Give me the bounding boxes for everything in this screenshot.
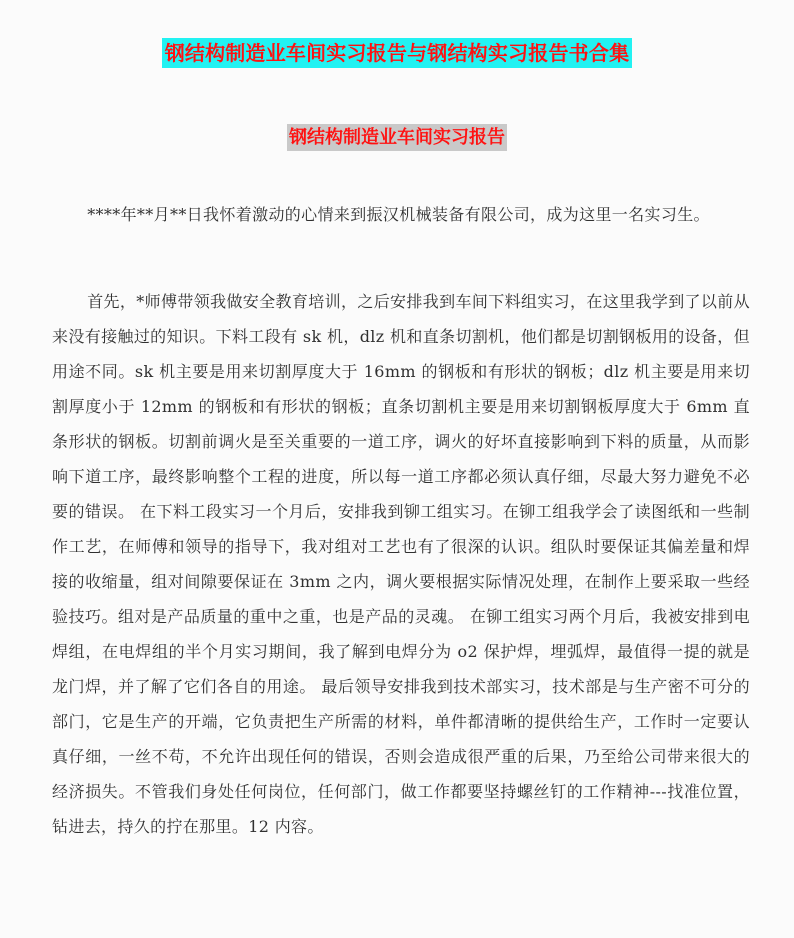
subtitle: 钢结构制造业车间实习报告 xyxy=(287,124,507,151)
subtitle-container xyxy=(0,124,794,151)
paragraph-intro: ****年**月**日我怀着激动的心情来到振汉机械装备有限公司，成为这里一名实习生。 xyxy=(87,205,710,224)
paragraph-body: 首先，*师傅带领我做安全教育培训，之后安排我到车间下料组实习，在这里我学到了以前从来没有接触过的知识。下料工段有 sk 机，dlz 机和直条切割机，他们都是切割钢板用的设备，但用途不同。sk 机主要是用来切割厚度大于 16mm 的钢板和有形状的钢板；dlz 机主要是用来切割厚度小于 12mm 的钢板和有形状的钢板；直条切割机主要是用来切割钢板厚度大于 6mm 直条形状的钢板。切割前调火是至关重要的一道工序，调火的好坏直接影响到下料的质量，从而影响下道工序，最终影响整个工程的进度，所以每一道工序都必须认真仔细，尽最大努力避免不必要的错误。 在下料工段实习一个月后，安排我到铆工组实习。在铆工组我学会了读图纸和一些制作工艺，在师傅和领导的指导下，我对组对工艺也有了很深的认识。组队时要保证其偏差量和焊接的收缩量，组对间隙要保证在 3mm 之内，调火要根据实际情况处理，在制作上要采取一些经验技巧。组对是产品质量的重中之重，也是产品的灵魂。 在铆工组实习两个月后，我被安排到电焊组，在电焊组的半个月实习期间，我了解到电焊分为 o2 保护焊，埋弧焊，最值得一提的就是龙门焊，并了解了它们各自的用途。 最后领导安排我到技术部实习，技术部是与生产密不可分的部门，它是生产的开端，它负责把生产所需的材料，单件都清晰的提供给生产，工作时一定要认真仔细，一丝不苟，不允许出现任何的错误，否则会造成很严重的后果，乃至给公司带来很大的经济损失。不管我们身处任何岗位，任何部门，做工作都要坚持螺丝钉的工作精神---找准位置，钻进去，持久的拧在那里。12 内容。 xyxy=(52,292,750,836)
main-title: 钢结构制造业车间实习报告与钢结构实习报告书合集 xyxy=(162,38,633,68)
main-title-container xyxy=(0,38,794,68)
